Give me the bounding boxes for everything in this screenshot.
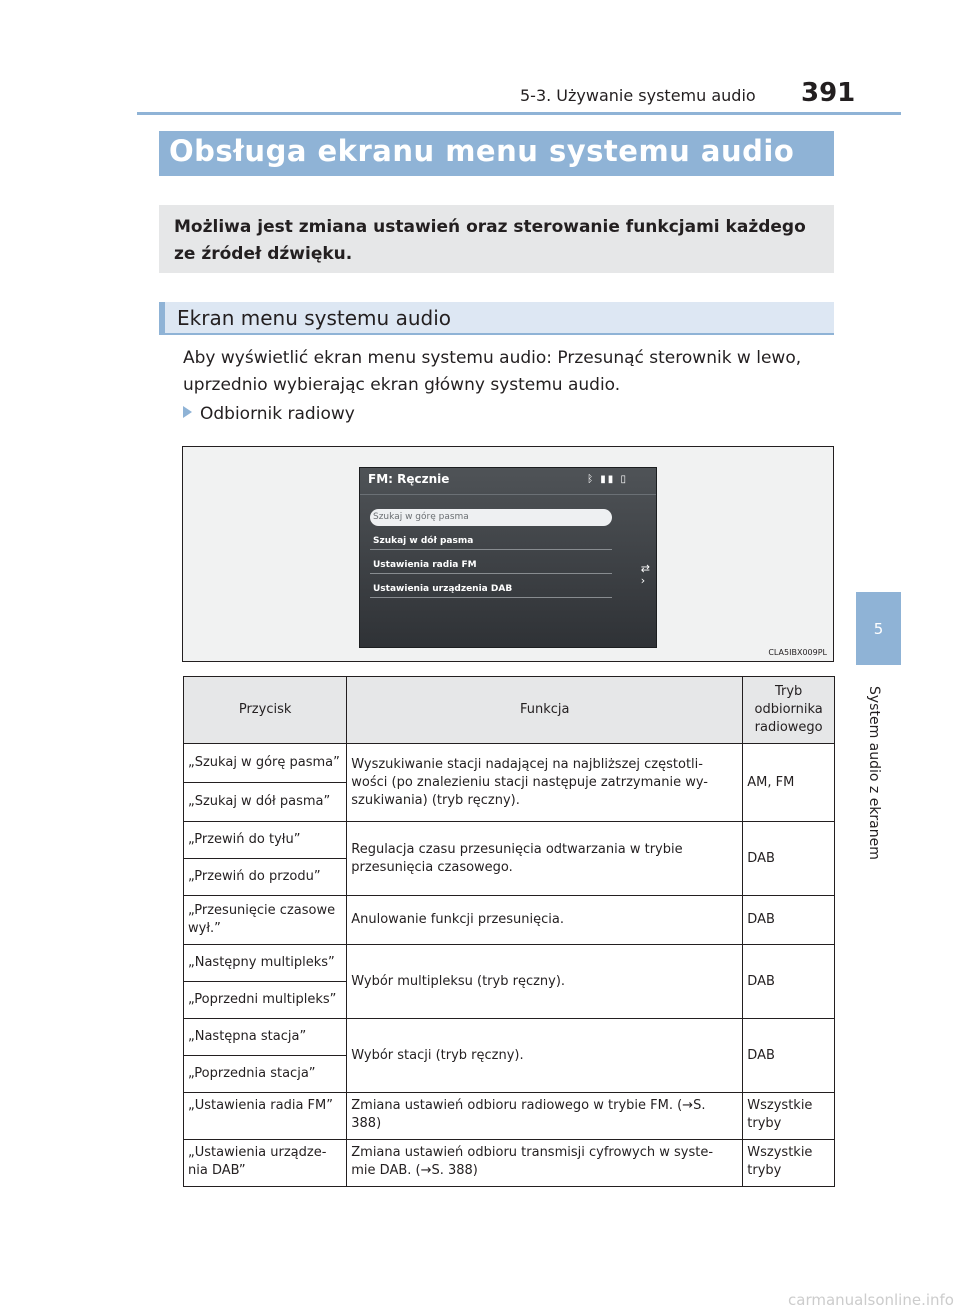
mode-cell: DAB bbox=[743, 945, 835, 1019]
chapter-number: 5 bbox=[873, 620, 884, 638]
subheading-band bbox=[159, 302, 834, 335]
page-number: 391 bbox=[801, 78, 856, 108]
column-header-function: Funkcja bbox=[347, 677, 743, 744]
screen-title: FM: Ręcznie bbox=[368, 472, 450, 486]
function-cell: Wyszukiwanie stacji nadającej na najbliższej częstotli- wości (po znalezieniu stacji następuje zatrzymanie wy- szukiwania) (tryb ręczny). bbox=[347, 744, 743, 822]
table-row bbox=[184, 1093, 835, 1140]
button-cell: „Poprzednia stacja” bbox=[184, 1056, 347, 1093]
button-cell: „Przesunięcie czasowe wył.” bbox=[184, 896, 347, 945]
back-arrow-icon[interactable]: ⇄ › bbox=[640, 562, 650, 587]
triangle-bullet-icon bbox=[183, 406, 192, 418]
header-rule bbox=[137, 112, 901, 115]
chapter-tab bbox=[856, 592, 901, 665]
button-cell: „Następny multipleks” bbox=[184, 945, 347, 982]
menu-item-seek-down[interactable]: Szukaj w dół pasma bbox=[370, 533, 612, 550]
bullet-text: Odbiornik radiowy bbox=[200, 404, 355, 424]
button-cell: „Ustawienia urządze- nia DAB” bbox=[184, 1140, 347, 1187]
chapter-title-vertical bbox=[846, 686, 901, 886]
button-cell: „Poprzedni multipleks” bbox=[184, 982, 347, 1019]
screen-divider bbox=[360, 494, 656, 495]
bullet-item bbox=[183, 404, 355, 424]
function-cell: Anulowanie funkcji przesunięcia. bbox=[347, 896, 743, 945]
function-cell: Regulacja czasu przesunięcia odtwarzania w trybie przesunięcia czasowego. bbox=[347, 822, 743, 896]
button-cell: „Szukaj w górę pasma” bbox=[184, 744, 347, 783]
figure-code: CLA5IBX009PL bbox=[768, 648, 827, 657]
table-row bbox=[184, 945, 835, 982]
column-header-mode: Tryb odbiornika radiowego bbox=[743, 677, 835, 744]
mode-cell: AM, FM bbox=[743, 744, 835, 822]
button-cell: „Szukaj w dół pasma” bbox=[184, 783, 347, 822]
page-title-band bbox=[159, 131, 834, 176]
chapter-title: System audio z ekranem bbox=[865, 686, 882, 860]
function-cell: Wybór multipleksu (tryb ręczny). bbox=[347, 945, 743, 1019]
audio-menu-screen bbox=[359, 467, 657, 648]
button-cell: „Przewiń do tyłu” bbox=[184, 822, 347, 859]
page-title: Obsługa ekranu menu systemu audio bbox=[169, 134, 795, 168]
menu-item-dab-settings[interactable]: Ustawienia urządzenia DAB bbox=[370, 581, 612, 598]
watermark: carmanualsonline.info bbox=[788, 1291, 954, 1309]
mode-cell: DAB bbox=[743, 1019, 835, 1093]
button-cell: „Ustawienia radia FM” bbox=[184, 1093, 347, 1140]
subheading: Ekran menu systemu audio bbox=[177, 306, 451, 330]
status-icons: ᛒ ▮▮ ▯ bbox=[587, 474, 628, 485]
table-row bbox=[184, 822, 835, 859]
menu-item-fm-settings[interactable]: Ustawienia radia FM bbox=[370, 557, 612, 574]
function-table bbox=[183, 676, 835, 1187]
table-header-row bbox=[184, 677, 835, 744]
button-cell: „Następna stacja” bbox=[184, 1019, 347, 1056]
table-row bbox=[184, 1140, 835, 1187]
intro-box bbox=[159, 205, 834, 273]
table-row bbox=[184, 1019, 835, 1056]
figure-frame bbox=[182, 446, 834, 662]
mode-cell: DAB bbox=[743, 822, 835, 896]
menu-item-seek-up[interactable]: Szukaj w górę pasma bbox=[370, 509, 612, 526]
mode-cell: DAB bbox=[743, 896, 835, 945]
table-row bbox=[184, 744, 835, 783]
table-row bbox=[184, 896, 835, 945]
intro-text: Możliwa jest zmiana ustawień oraz sterowanie funkcjami każdego ze źródeł dźwięku. bbox=[174, 217, 806, 264]
function-cell: Zmiana ustawień odbioru transmisji cyfrowych w syste- mie DAB. (→S. 388) bbox=[347, 1140, 743, 1187]
column-header-button: Przycisk bbox=[184, 677, 347, 744]
mode-cell: Wszystkie tryby bbox=[743, 1140, 835, 1187]
mode-cell: Wszystkie tryby bbox=[743, 1093, 835, 1140]
body-paragraph: Aby wyświetlić ekran menu systemu audio: Przesunąć sterownik w lewo, uprzednio wybierając ekran główny systemu audio. bbox=[183, 348, 802, 395]
function-cell: Zmiana ustawień odbioru radiowego w trybie FM. (→S. 388) bbox=[347, 1093, 743, 1140]
button-cell: „Przewiń do przodu” bbox=[184, 859, 347, 896]
function-cell: Wybór stacji (tryb ręczny). bbox=[347, 1019, 743, 1093]
section-header: 5-3. Używanie systemu audio bbox=[520, 86, 756, 105]
